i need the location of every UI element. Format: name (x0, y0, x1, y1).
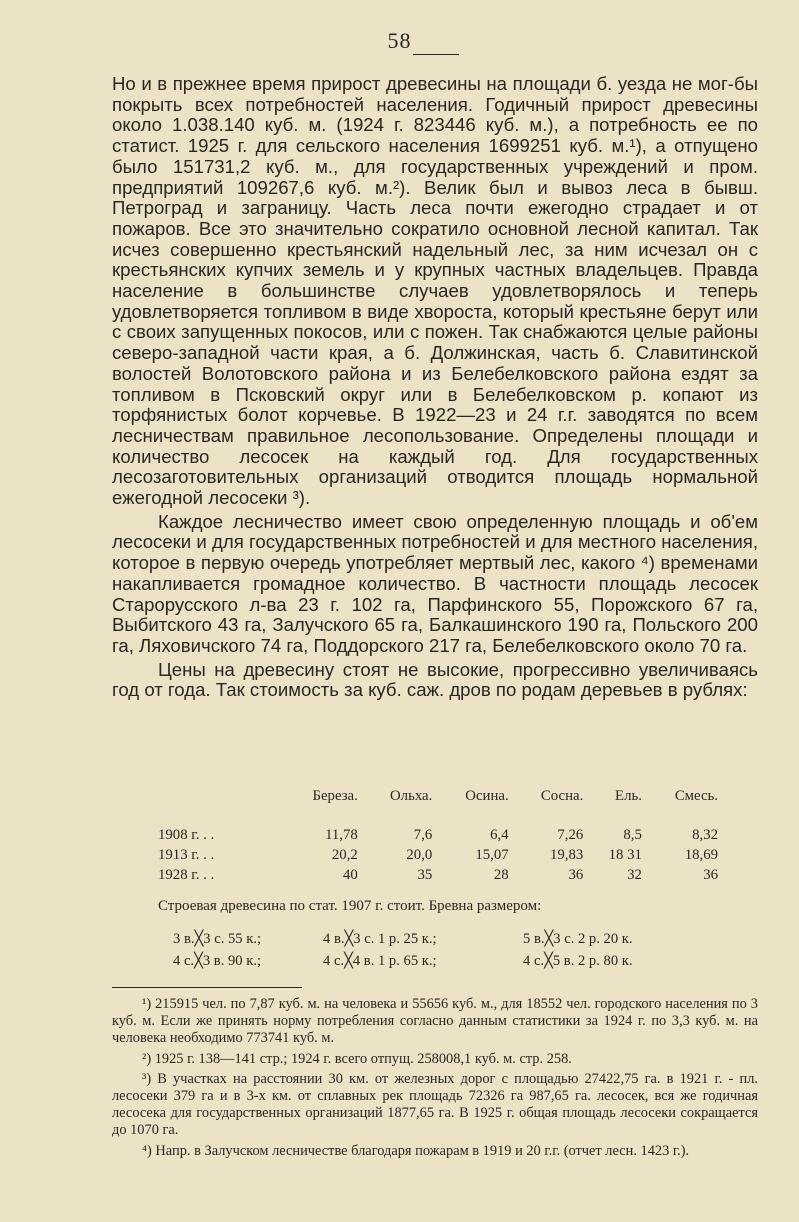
table-cell: 7,6 (413, 826, 433, 843)
paragraph-3: Цены на древесину стоят не высокие, прогрессивно увеличиваясь год от года. Так стоимость за куб. саж. дров по родам деревьев в рублях: (112, 658, 758, 701)
table-cell: 35 (417, 866, 433, 883)
footnote-divider (112, 987, 302, 988)
firewood-price-table (158, 787, 718, 885)
table-cell: 28 (493, 866, 509, 883)
timber-price-list (173, 930, 733, 970)
footnote-2: ²) 1925 г. 138—141 стр.; 1924 г. всего отпущ. 258008,1 куб. м. стр. 258. (142, 1050, 572, 1067)
table-cell: 1913 г. . . (158, 846, 215, 863)
timber-item: 4 в.╳3 с. 1 р. 25 к.; (323, 931, 437, 947)
paragraph-2: Каждое лесничество имеет свою определенную площадь и об'ем лесосеки и для государственных потребностей и для местного населения, которое в первую очередь употребляет мертвый лес, какого ⁴) временами накапливается громадное количество. В частности площадь лесосек Старорусского л-ва 23 г. 102 га, Парфинского 55, Порожского 67 га, Выбитского 43 га, Залучского 65 га, Балкашинского 190 га, Польского 200 га, Ляховичского 74 га, Поддорского 217 га, Белебелковского около 70 га. (112, 510, 758, 656)
table-cell: 8,5 (623, 826, 642, 843)
table-row (158, 825, 718, 845)
table-cell: 36 (703, 866, 718, 883)
table-cell: 36 (568, 866, 584, 883)
table-header-cell (158, 787, 278, 825)
table-row (158, 845, 718, 865)
table-cell: 7,26 (557, 826, 584, 843)
table-cell: 18 31 (608, 846, 642, 863)
table-cell: 1908 г. . . (158, 826, 215, 843)
page-number: 58 (387, 28, 412, 53)
footnote-3: ³) В участках на расстоянии 30 км. от железных дорог с площадью 27422,75 га. в 1921 г. - пл. лесосеки 379 га и в 3-х км. от сплавных рек площадь 72326 га 987,65 га. лесосек, вся же годичная лесосека для государственных организаций 1877,65 га. В 1925 г. общая площадь лесосеки сокращается до 1070 га. (112, 1070, 758, 1139)
table-cell: 18,69 (684, 846, 718, 863)
timber-item: 3 в.╳3 с. 55 к.; (173, 931, 262, 947)
body-text (112, 74, 758, 701)
table-cell: 8,32 (692, 826, 718, 843)
table-cell: 15,07 (475, 846, 509, 863)
footnotes (112, 996, 758, 1163)
timber-item: 4 с.╳5 в. 2 р. 80 к. (523, 953, 633, 969)
paragraph-1: Но и в прежнее время прирост древесины на площади б. уезда не мог-бы покрыть всех потребностей населения. Годичный прирост древесины около 1.038.140 куб. м. (1924 г. 823446 куб. м.), а потребность ее по статист. 1925 г. для сельского населения 1699251 куб. м.¹), а отпущено было 151731,2 куб. м., для государственных учреждений и пром. предприятий 109267,6 куб. м.²). Велик был и вывоз леса в бывш. Петроград и заграницу. Часть леса почти ежегодно страдает и от пожаров. Все это значительно сократило основной лесной капитал. Так исчез совершенно крестьянский надельный лес, за ним исчезал он с крестьянских купчих земель и у крупных частных владельцев. Правда население в большинстве случаев удовлетворялось и теперь удовлетворяется топливом в виде хвороста, который крестьяне берут или с своих запущенных покосов, или с пожен. Так снабжаются целые районы северо-западной части края, а б. Должинская, часть б. Славитинской волостей Волотовского района и из Белебелковского района ездят за топливом в Псковский округ или в Белебелковском р. копают из торфянистых болот корчевье. В 1922—23 и 24 г.г. заводятся по всем лесничествам правильное лесопользование. Определены площади и количество лесосек на каждый год. Для государственных лесозаготовительных организаций отводится площадь нормальной ежегодной лесосеки ³). (112, 73, 758, 509)
table-cell: 20,0 (406, 846, 433, 863)
table-header-cell: Смесь. (674, 787, 718, 804)
timber-item: 4 с.╳4 в. 1 р. 65 к.; (323, 953, 437, 969)
table-header-cell: Ель. (615, 787, 642, 804)
table-header-cell: Осина. (465, 787, 509, 804)
table-row (158, 865, 718, 885)
table-header-cell: Ольха. (390, 787, 433, 804)
footnote-1: ¹) 215915 чел. по 7,87 куб. м. на человека и 55656 куб. м., для 18552 чел. городского населения по 3 куб. м. Если же принять норму потребления согласно данным статистики за 1924 г. по 3,3 куб. м. на человека необходимо 773741 куб. м. (112, 996, 758, 1047)
table-cell: 19,83 (549, 846, 584, 863)
timber-caption: Строевая древесина по стат. 1907 г. стоит. Бревна размером: (158, 898, 542, 914)
table-cell: 32 (627, 866, 642, 883)
page-number-underline (413, 54, 459, 55)
table-cell: 20,2 (331, 846, 358, 863)
table-cell: 11,78 (325, 826, 358, 843)
footnote-4: ⁴) Напр. в Залучском лесничестве благодаря пожарам в 1919 и 20 г.г. (отчет лесн. 1423 г.). (142, 1142, 690, 1159)
table-header-cell: Береза. (312, 787, 358, 804)
table-cell: 40 (343, 866, 358, 883)
timber-item: 4 с.╳3 в. 90 к.; (173, 953, 262, 969)
timber-item: 5 в.╳3 с. 2 р. 20 к. (523, 931, 633, 947)
table-cell: 1928 г. . . (158, 866, 215, 883)
table-header-cell: Сосна. (540, 787, 584, 804)
table-header-row (158, 787, 718, 825)
table-cell: 6,4 (490, 826, 509, 843)
